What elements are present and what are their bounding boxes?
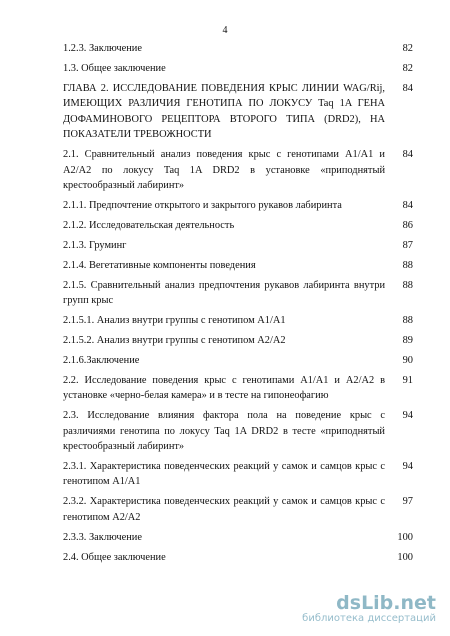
toc-entry (63, 550, 413, 566)
toc-entry (63, 313, 413, 329)
toc-entry-page: 94 (402, 410, 413, 422)
toc-entry-page: 97 (402, 496, 413, 508)
toc-entry-page: 90 (402, 354, 413, 366)
toc-entry (63, 278, 413, 309)
toc-entry-page: 86 (402, 219, 413, 231)
toc-entry (63, 41, 413, 57)
toc-entry (63, 333, 413, 349)
toc-entry-page: 100 (397, 531, 413, 543)
toc-entry (63, 408, 413, 455)
toc-entry-title: 2.4. Общее заключение (63, 551, 166, 563)
toc-entry-title: 2.1.3. Груминг (63, 239, 127, 251)
toc-entry-title: 2.1.4. Вегетативные компоненты поведения (63, 259, 256, 271)
toc-entry-title: 2.1.1. Предпочтение открытого и закрытого рукавов лабиринта (63, 200, 342, 212)
toc-entry-page: 100 (397, 551, 413, 563)
toc-entry (63, 459, 413, 490)
toc-entry (63, 198, 413, 214)
toc-entry (63, 373, 413, 404)
toc-entry (63, 147, 413, 194)
table-of-contents (63, 41, 413, 570)
toc-entry-page: 84 (402, 200, 413, 212)
toc-entry-title: 2.3.2. Характеристика поведенческих реакций у самок и самцов крыс с генотипом A2/A2 (63, 496, 385, 523)
toc-entry-title: 2.1.5.1. Анализ внутри группы с генотипом A1/A1 (63, 315, 286, 327)
toc-entry-page: 88 (402, 279, 413, 291)
toc-entry-page: 84 (402, 82, 413, 94)
watermark (302, 593, 436, 625)
toc-entry-title: 1.3. Общее заключение (63, 62, 166, 74)
toc-entry-page: 91 (402, 374, 413, 386)
toc-entry-title: 2.1.5. Сравнительный анализ предпочтения рукавов лабиринта внутри групп крыс (63, 279, 385, 307)
toc-entry-title: 2.1.6.Заключение (63, 354, 140, 366)
toc-entry-page: 87 (402, 239, 413, 251)
toc-entry-title: 2.3.1. Характеристика поведенческих реакций у самок и самцов крыс с генотипом A1/A1 (63, 460, 385, 488)
toc-entry (63, 530, 413, 546)
toc-entry-title: 2.2. Исследование поведения крыс с генотипами A1/A1 и A2/A2 в установке «черно-белая камера» и в тесте на гипонеофагию (63, 374, 385, 402)
toc-entry-title: 2.1.5.2. Анализ внутри группы с генотипом A2/A2 (63, 334, 286, 346)
toc-entry-page: 88 (402, 315, 413, 327)
toc-entry-page: 82 (402, 62, 413, 74)
toc-entry-title: 2.1.2. Исследовательская деятельность (63, 219, 235, 231)
watermark-subtitle: библиотека диссертаций (302, 613, 436, 624)
watermark-logo: dsLib.net (336, 592, 436, 614)
toc-entry-page: 82 (402, 43, 413, 54)
toc-entry (63, 494, 413, 525)
toc-entry (63, 258, 413, 274)
toc-entry-page: 88 (402, 259, 413, 271)
toc-entry-title: 2.3. Исследование влияния фактора пола на поведение крыс с различиями генотипа по локусу Taq 1A DRD2 в тесте «приподнятый крестообразный лабиринт» (63, 410, 385, 453)
toc-entry (63, 61, 413, 77)
toc-entry (63, 218, 413, 234)
toc-entry-title: 2.3.3. Заключение (63, 531, 142, 543)
toc-entry-title: 2.1. Сравнительный анализ поведения крыс с генотипами A1/A1 и A2/A2 по локусу Taq 1A DRD2 в установке «приподнятый крестообразный лабиринт» (63, 149, 385, 192)
toc-entry-page: 89 (402, 334, 413, 346)
toc-entry-page: 94 (402, 460, 413, 472)
toc-entry-chapter (63, 81, 413, 143)
toc-entry-title: ГЛАВА 2. ИССЛЕДОВАНИЕ ПОВЕДЕНИЯ КРЫС ЛИНИИ WAG/Rij, ИМЕЮЩИХ РАЗЛИЧИЯ ГЕНОТИПА ПО ЛОКУСУ Taq 1A ГЕНА ДОФАМИНОВОГО РЕЦЕПТОРА ВТОРОГО ТИПА (DRD2), НА ПОКАЗАТЕЛИ ТРЕВОЖНОСТИ (63, 82, 385, 141)
toc-entry (63, 353, 413, 369)
toc-entry (63, 238, 413, 254)
toc-entry-page: 84 (402, 149, 413, 161)
toc-entry-title: 1.2.3. Заключение (63, 43, 142, 54)
page-number: 4 (222, 25, 228, 36)
